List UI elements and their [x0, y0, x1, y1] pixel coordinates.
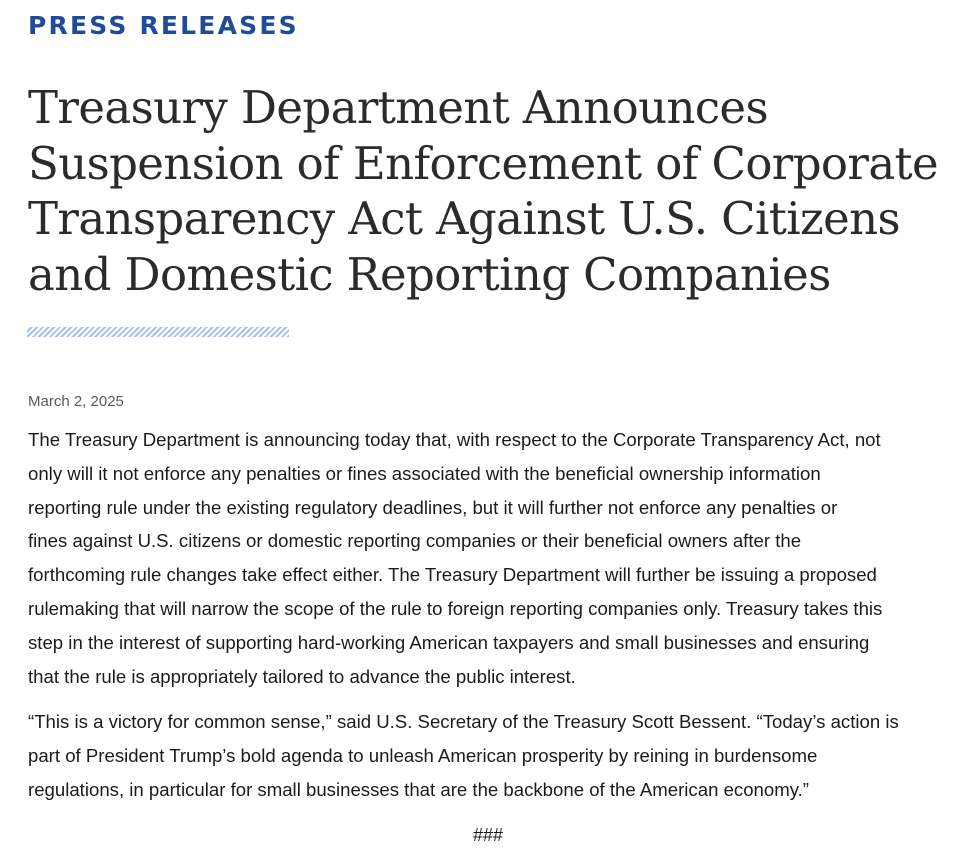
body-line: regulations, in particular for small businesses that are the backbone of the American economy.” — [28, 778, 810, 800]
body-line: step in the interest of supporting hard-working American taxpayers and small businesses and ensuring — [28, 631, 870, 653]
headline-line: and Domestic Reporting Companies — [28, 247, 831, 301]
body-paragraph-1 — [28, 423, 958, 693]
headline-line: Suspension of Enforcement of Corporate — [28, 136, 939, 190]
body-line: fines against U.S. citizens or domestic reporting companies or their beneficial owners after the — [28, 530, 802, 552]
publish-date: March 2, 2025 — [28, 393, 124, 410]
section-label[interactable]: PRESS RELEASES — [28, 11, 299, 40]
body-line: The Treasury Department is announcing today that, with respect to the Corporate Transparency Act, not — [28, 429, 881, 450]
body-line: only will it not enforce any penalties or fines associated with the beneficial ownership information — [28, 462, 821, 484]
body-line: that the rule is appropriately tailored to advance the public interest. — [28, 665, 576, 687]
body-line: “This is a victory for common sense,” said U.S. Secretary of the Treasury Scott Bessent. “Today’s action is — [28, 711, 899, 732]
body-paragraph-2 — [28, 705, 958, 806]
end-of-release-mark: ### — [472, 825, 504, 845]
body-line: part of President Trump’s bold agenda to unleash American prosperity by reining in burdensome — [28, 744, 818, 766]
headline-divider — [27, 327, 289, 337]
body-line: forthcoming rule changes take effect either. The Treasury Department will further be issuing a proposed — [28, 564, 877, 586]
body-line: reporting rule under the existing regulatory deadlines, but it will further not enforce any penalties or — [28, 496, 838, 518]
headline-line: Treasury Department Announces — [28, 81, 768, 134]
body-line: rulemaking that will narrow the scope of the rule to foreign reporting companies only. Treasury takes this — [28, 597, 883, 619]
headline — [28, 80, 968, 302]
headline-line: Transparency Act Against U.S. Citizens — [28, 192, 901, 245]
